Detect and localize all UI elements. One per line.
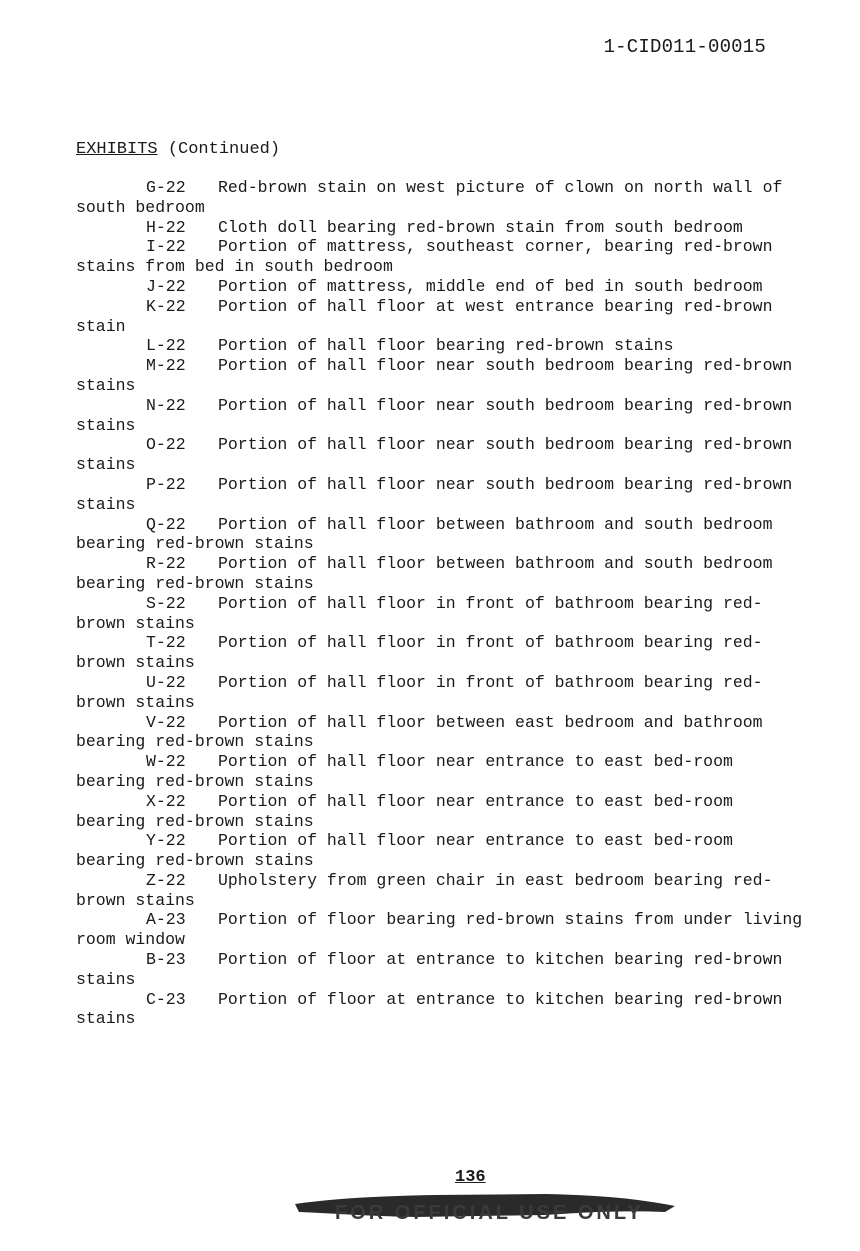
exhibit-description: Portion of floor bearing red-brown stains from under living room window (76, 910, 803, 950)
exhibit-code: B-23 (146, 950, 186, 970)
exhibit-entry (76, 277, 806, 297)
document-id: 1-CID011-00015 (603, 36, 766, 58)
stamp-text: FOR OFFICIAL USE ONLY (335, 1202, 644, 1224)
exhibit-description: Portion of floor at entrance to kitchen bearing red-brown stains (76, 950, 783, 989)
exhibit-description: Portion of hall floor near entrance to east bed-room bearing red-brown stains (76, 752, 733, 791)
exhibit-description: Upholstery from green chair in east bedroom bearing red-brown stains (76, 870, 773, 910)
exhibit-code: C-23 (146, 989, 186, 1009)
exhibit-code: Q-22 (146, 514, 186, 534)
exhibit-code: M-22 (146, 356, 186, 376)
exhibit-code: R-22 (146, 554, 186, 574)
exhibit-code: Z-22 (146, 870, 186, 890)
heading-exhibits: EXHIBITS (76, 140, 158, 159)
exhibit-description: Portion of hall floor between bathroom and south bedroom bearing red-brown stains (76, 554, 773, 593)
exhibit-code: T-22 (146, 633, 186, 653)
exhibit-code: K-22 (146, 296, 186, 316)
exhibit-code: A-23 (146, 910, 186, 930)
exhibit-code: U-22 (146, 672, 186, 692)
exhibit-entry (76, 237, 806, 277)
exhibit-entry (76, 475, 806, 515)
exhibit-code: O-22 (146, 435, 186, 455)
exhibit-description: Portion of hall floor in front of bathroom bearing red-brown stains (76, 593, 763, 633)
exhibit-entry (76, 515, 806, 555)
exhibit-code: W-22 (146, 752, 186, 772)
exhibit-entry (76, 554, 806, 594)
exhibit-description: Portion of hall floor in front of bathroom bearing red-brown stains (76, 633, 763, 673)
exhibit-description: Portion of mattress, middle end of bed in south bedroom (218, 276, 763, 296)
exhibit-description: Portion of hall floor near south bedroom bearing red-brown stains (76, 474, 793, 514)
exhibit-entry (76, 673, 806, 713)
exhibit-entry (76, 356, 806, 396)
exhibit-description: Red-brown stain on west picture of clown on north wall of south bedroom (76, 178, 783, 217)
exhibit-entry (76, 990, 806, 1030)
exhibit-code: N-22 (146, 395, 186, 415)
exhibit-list (76, 178, 806, 1029)
exhibit-entry (76, 792, 806, 832)
exhibit-entry (76, 396, 806, 436)
exhibit-entry (76, 633, 806, 673)
exhibit-description: Portion of hall floor near south bedroom bearing red-brown stains (76, 395, 793, 435)
exhibit-description: Portion of hall floor between east bedroom and bathroom bearing red-brown stains (76, 712, 763, 752)
heading-suffix: (Continued) (167, 140, 281, 159)
exhibit-code: Y-22 (146, 831, 186, 851)
page-footer (295, 1168, 675, 1224)
exhibit-entry (76, 178, 806, 218)
exhibit-entry (76, 752, 806, 792)
exhibit-description: Cloth doll bearing red-brown stain from south bedroom (218, 217, 743, 237)
exhibit-entry (76, 435, 806, 475)
exhibit-description: Portion of floor at entrance to kitchen bearing red-brown stains (76, 989, 783, 1029)
exhibit-code: I-22 (146, 237, 186, 257)
exhibit-description: Portion of hall floor near entrance to east bed-room bearing red-brown stains (76, 831, 733, 871)
exhibit-entry (76, 218, 806, 238)
exhibit-description: Portion of hall floor at west entrance bearing red-brown stain (76, 296, 773, 336)
section-heading (76, 140, 280, 159)
exhibit-description: Portion of hall floor near south bedroom bearing red-brown stains (76, 356, 793, 395)
exhibit-code: X-22 (146, 791, 186, 811)
exhibit-entry (76, 871, 806, 911)
exhibit-description: Portion of hall floor near south bedroom bearing red-brown stains (76, 435, 793, 475)
exhibit-entry (76, 336, 806, 356)
exhibit-description: Portion of hall floor in front of bathroom bearing red-brown stains (76, 672, 763, 712)
exhibit-code: H-22 (146, 217, 186, 237)
exhibit-description: Portion of mattress, southeast corner, bearing red-brown stains from bed in south bedroom (76, 237, 773, 277)
page-number: 136 (455, 1168, 486, 1187)
exhibit-description: Portion of hall floor near entrance to east bed-room bearing red-brown stains (76, 791, 733, 831)
exhibit-code: G-22 (146, 178, 186, 197)
exhibit-code: L-22 (146, 336, 186, 356)
exhibit-code: S-22 (146, 593, 186, 613)
exhibit-description: Portion of hall floor between bathroom and south bedroom bearing red-brown stains (76, 514, 773, 554)
exhibit-code: P-22 (146, 474, 186, 494)
exhibit-code: V-22 (146, 712, 186, 732)
exhibit-description: Portion of hall floor bearing red-brown stains (218, 336, 674, 356)
exhibit-entry (76, 910, 806, 950)
exhibit-entry (76, 713, 806, 753)
exhibit-entry (76, 831, 806, 871)
exhibit-code: J-22 (146, 276, 186, 296)
official-use-stamp (295, 1186, 675, 1224)
exhibit-entry (76, 297, 806, 337)
exhibit-entry (76, 594, 806, 634)
exhibit-entry (76, 950, 806, 990)
